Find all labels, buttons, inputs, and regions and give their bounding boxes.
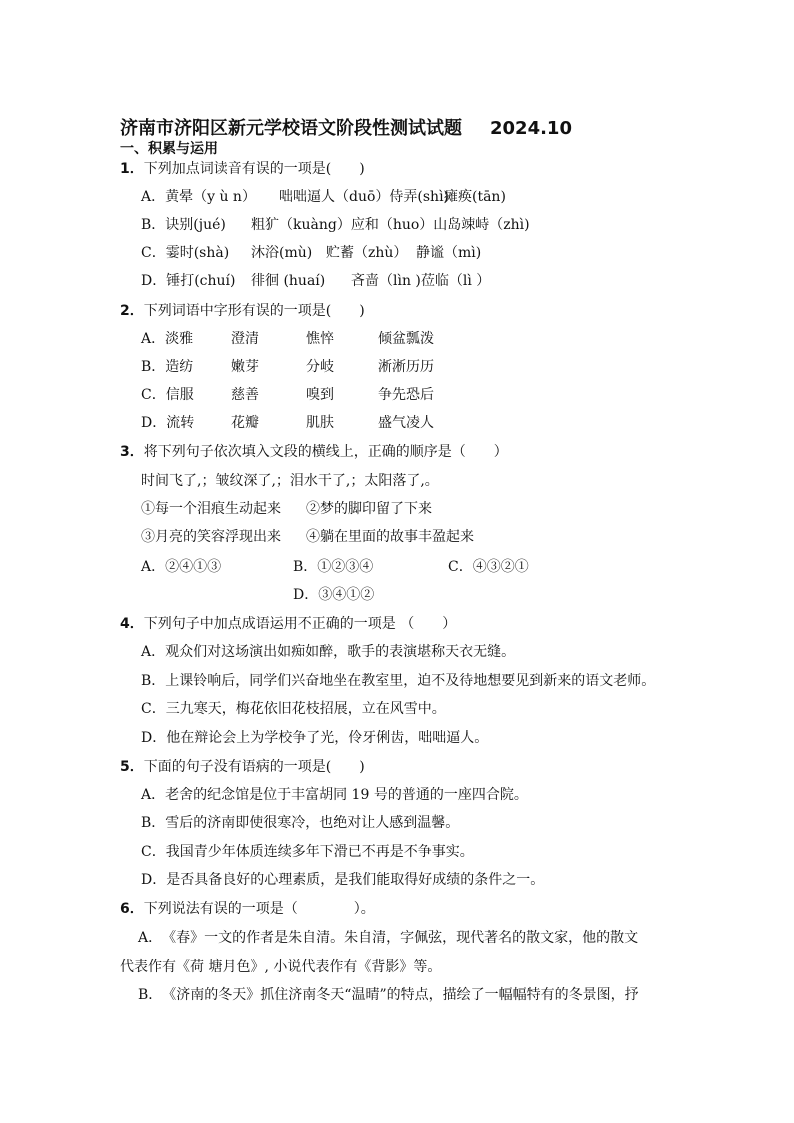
question-4 bbox=[120, 615, 456, 633]
section-heading: 一、积累与运用 bbox=[120, 141, 218, 157]
question-number: 2． bbox=[120, 303, 144, 319]
question-5 bbox=[120, 758, 365, 776]
q1-option-d: D．锤打(chuí) 徘徊 (huaí) 吝啬（lìn )莅临（lì ） bbox=[141, 273, 491, 289]
q2-option-c: C．信服 慈善 嗅到 争先恐后 bbox=[141, 387, 434, 403]
exam-date: 2024.10 bbox=[490, 118, 572, 139]
q5-option-d: D．是否具备良好的心理素质，是我们能取得好成绩的条件之一。 bbox=[141, 872, 545, 888]
q2-option-b: B．造纺 嫩芽 分岐 淅淅历历 bbox=[141, 359, 434, 375]
q3-sentences-1-2: ①每一个泪痕生动起来 ②梦的脚印留了下来 bbox=[141, 501, 432, 517]
q3-sentences-3-4: ③月亮的笑容浮现出来 ④躺在里面的故事丰盈起来 bbox=[141, 529, 474, 545]
q4-option-a: A．观众们对这场演出如痴如醉，歌手的表演堪称天衣无缝。 bbox=[141, 644, 516, 660]
q3-options-abc: A．②④①③ B．①②③④ C．④③②① bbox=[141, 559, 529, 575]
question-stem: 下面的句子没有语病的一项是( ) bbox=[143, 759, 365, 775]
q1-option-a: A．黄晕（y ù n） 咄咄逼人（duō）侍弄(shì)瘫痪(tān) bbox=[141, 189, 506, 205]
q6-option-a-line2: 代表作有《荷 塘月色》, 小说代表作有《背影》等。 bbox=[120, 959, 442, 975]
q2-option-a: A．淡雅 澄清 憔悴 倾盆瓢泼 bbox=[141, 331, 434, 347]
question-stem: 下列句子中加点成语运用不正确的一项是 （ ） bbox=[143, 616, 457, 632]
question-number: 1． bbox=[120, 161, 144, 177]
question-1 bbox=[120, 160, 365, 178]
question-number: 6． bbox=[120, 901, 144, 917]
question-stem: 将下列句子依次填入文段的横线上，正确的顺序是（ ） bbox=[143, 444, 508, 460]
q4-option-d: D．他在辩论会上为学校争了光，伶牙俐齿，咄咄逼人。 bbox=[141, 730, 489, 746]
exam-title: 济南市济阳区新元学校语文阶段性测试试题 bbox=[120, 118, 462, 139]
question-number: 5． bbox=[120, 759, 144, 775]
q6-option-a-line1: A． 《春》一文的作者是朱自清。朱自清，字佩弦，现代著名的散文家，他的散文 bbox=[138, 930, 639, 946]
question-number: 4． bbox=[120, 616, 144, 632]
page-title bbox=[120, 114, 572, 140]
question-stem: 下列说法有误的一项是（ ）。 bbox=[143, 901, 375, 917]
q5-option-b: B．雪后的济南即使很寒冷，也绝对让人感到温馨。 bbox=[141, 815, 460, 831]
q5-option-a: A．老舍的纪念馆是位于丰富胡同 19 号的普通的一座四合院。 bbox=[141, 787, 528, 803]
question-3 bbox=[120, 443, 508, 461]
question-2 bbox=[120, 302, 365, 320]
q3-option-d: D．③④①② bbox=[293, 587, 375, 603]
q1-option-b: B．诀别(jué) 粗犷（kuàng）应和（huo）山岛竦峙（zhì) bbox=[141, 217, 530, 233]
question-number: 3． bbox=[120, 444, 144, 460]
q2-option-d: D．流转 花瓣 肌肤 盛气凌人 bbox=[141, 415, 434, 431]
q4-option-b: B．上课铃响后，同学们兴奋地坐在教室里，迫不及待地想要见到新来的语文老师。 bbox=[141, 673, 656, 689]
q5-option-c: C．我国青少年体质连续多年下滑已不再是不争事实。 bbox=[141, 844, 474, 860]
question-stem: 下列词语中字形有误的一项是( ) bbox=[143, 303, 365, 319]
question-stem: 下列加点词读音有误的一项是( ) bbox=[143, 161, 365, 177]
q6-option-b-line1: B． 《济南的冬天》抓住济南冬天“温晴”的特点，描绘了一幅幅特有的冬景图，抒 bbox=[138, 987, 639, 1003]
question-6 bbox=[120, 900, 375, 918]
q1-option-c: C．霎时(shà) 沐浴(mù) 贮蓄（zhù） 静谧（mì) bbox=[141, 245, 482, 261]
q3-passage: 时间飞了,；皱纹深了,；泪水干了,；太阳落了,。 bbox=[141, 473, 439, 489]
q4-option-c: C．三九寒天，梅花依旧花枝招展，立在风雪中。 bbox=[141, 701, 446, 717]
